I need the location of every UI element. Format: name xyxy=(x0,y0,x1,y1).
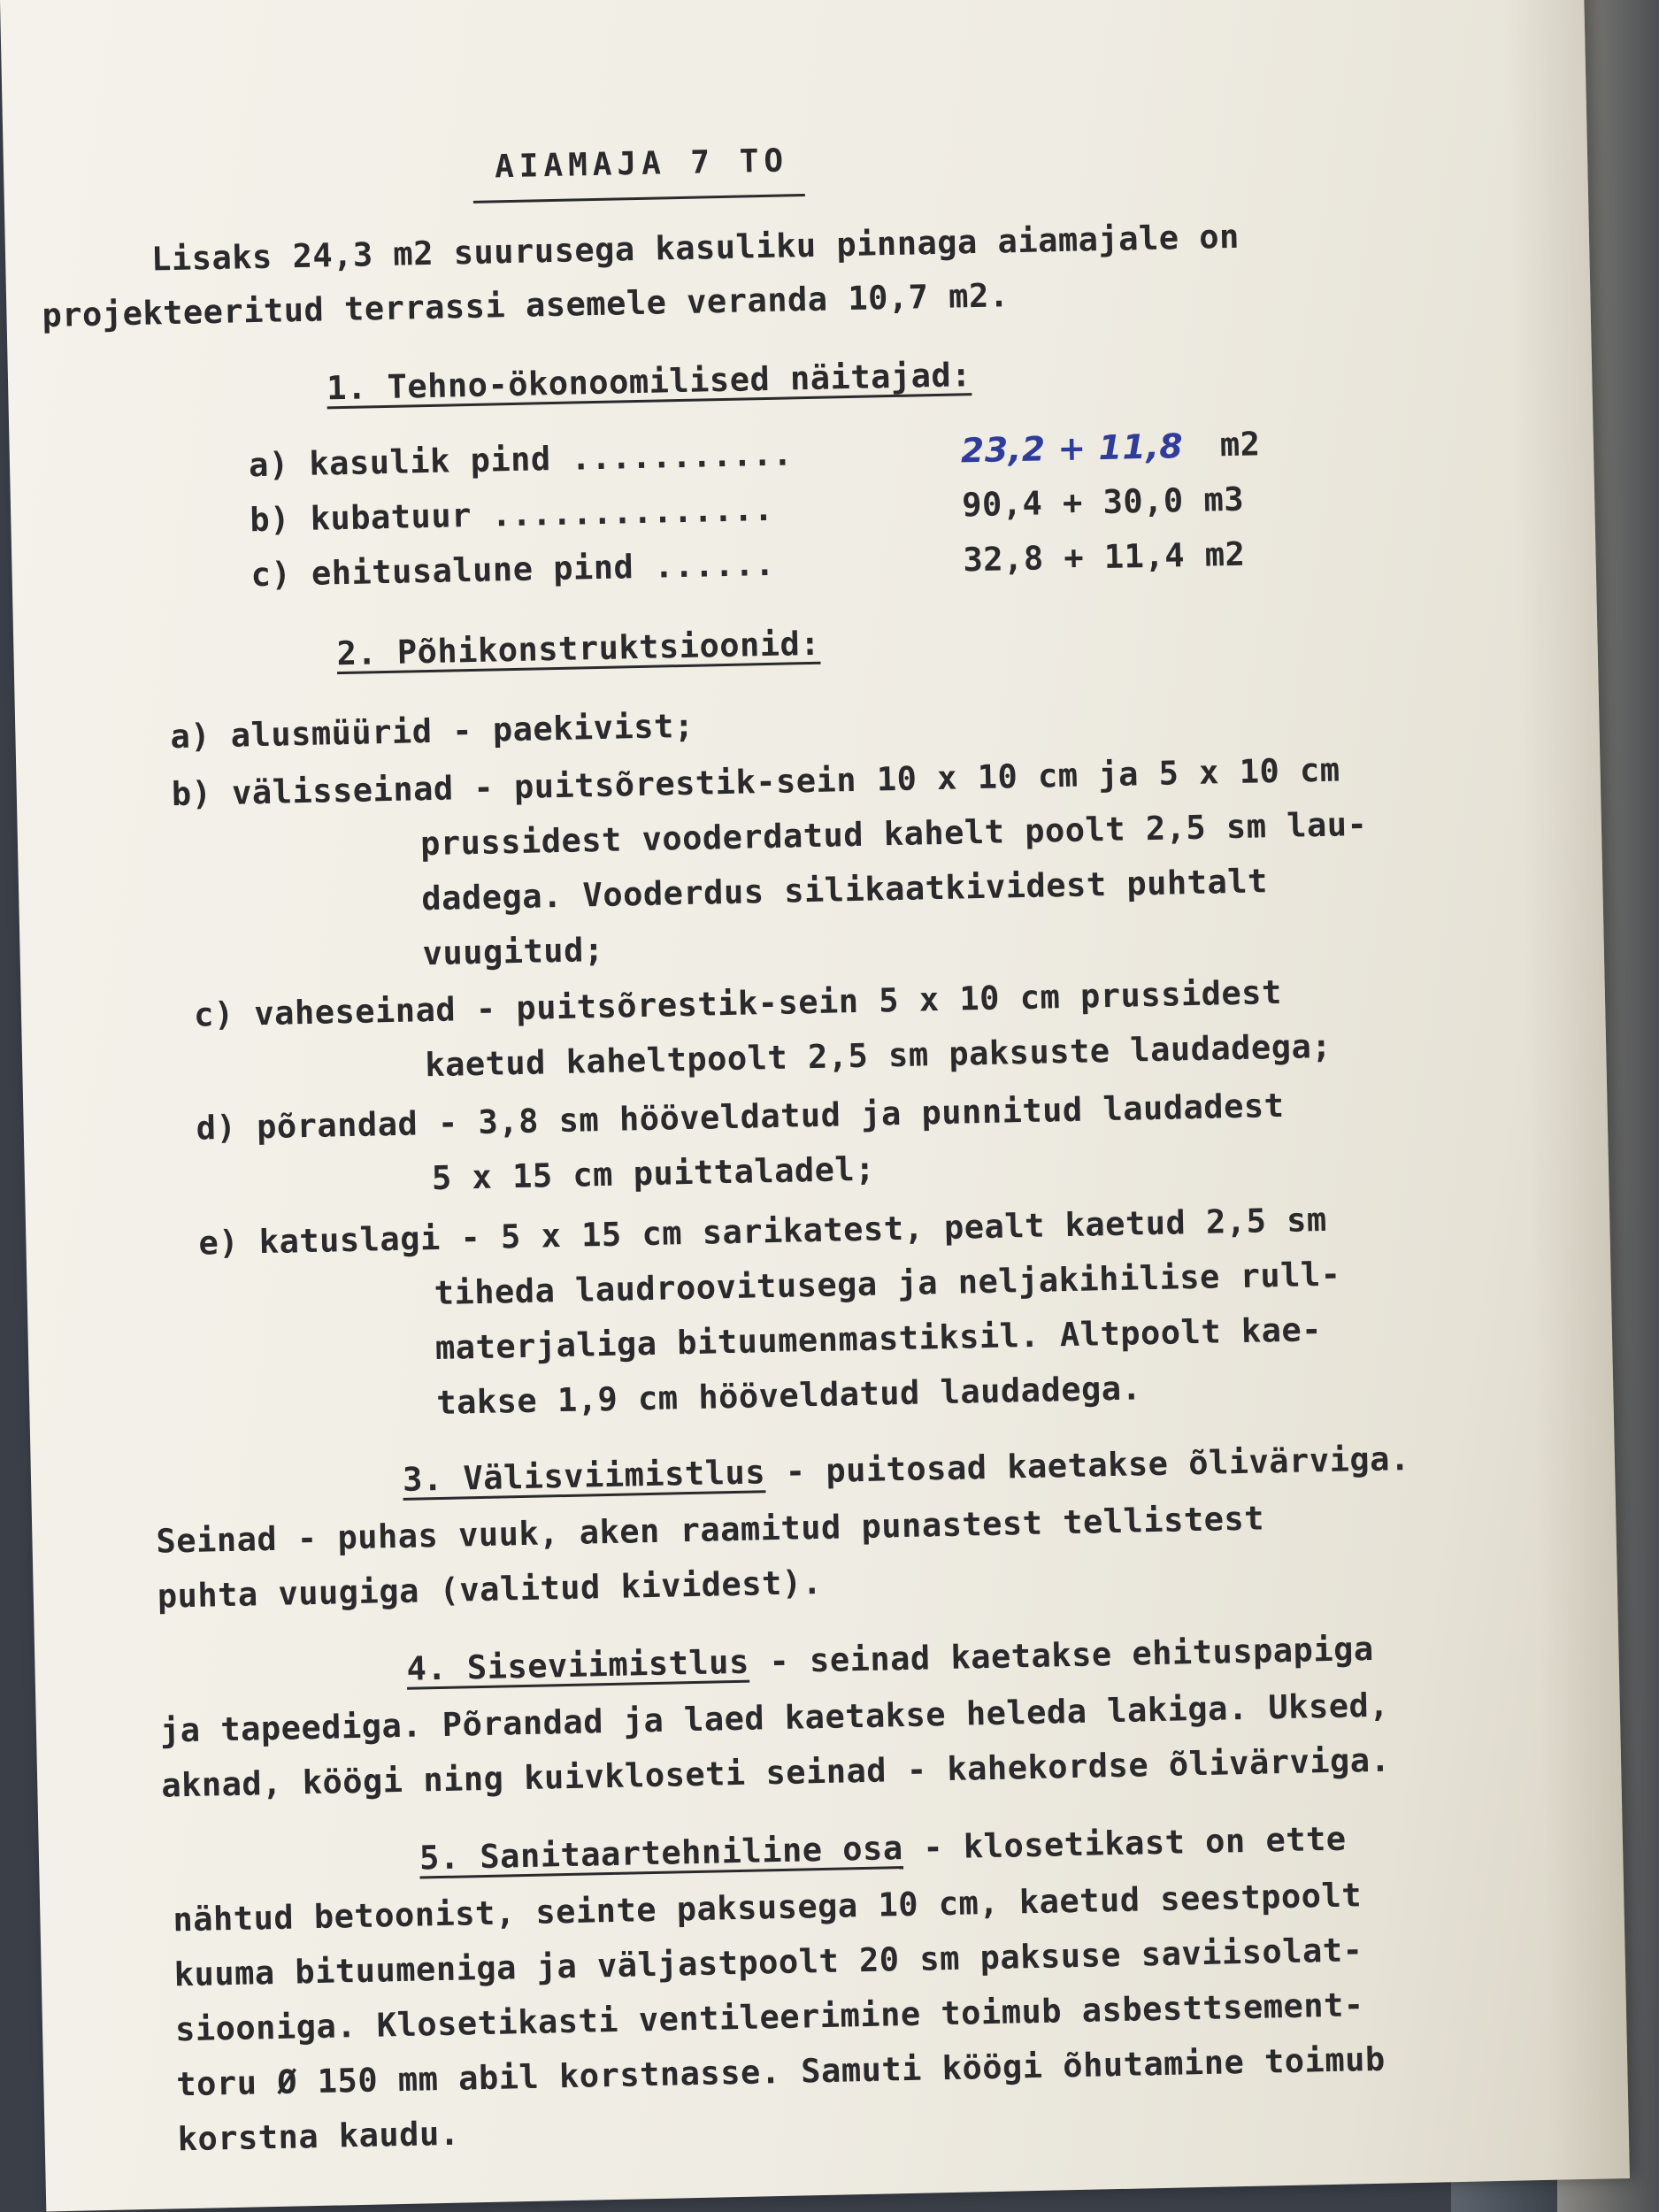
s1-row-c-label: c) ehitusalune pind ...... xyxy=(250,544,776,595)
s2-line-b-2: prussidest vooderdatud kahelt poolt 2,5 sm lau- xyxy=(419,804,1368,864)
section-4-line-3: aknad, köögi ning kuivkloseti seinad - kahekordse õlivärviga. xyxy=(160,1740,1391,1805)
section-5-line-6: korstna kaudu. xyxy=(177,2114,460,2159)
s1-row-a-handwritten-value: 23,2 + 11,8 xyxy=(960,426,1184,471)
s2-line-e: e) katuslagi - 5 x 15 cm sarikatest, pealt kaetud 2,5 sm xyxy=(198,1200,1328,1263)
section-3-line-1 xyxy=(403,1440,1410,1499)
s2-line-d-2: 5 x 15 cm puittaladel; xyxy=(431,1149,876,1198)
section-3-line-2: Seinad - puhas vuuk, aken raamitud punastest tellistest xyxy=(156,1499,1265,1561)
section-5-heading: 5. Sanitaartehniline osa xyxy=(419,1829,904,1878)
section-5-line-2: nähtud betoonist, seinte paksusega 10 cm, kaetud seestpoolt xyxy=(173,1876,1363,1939)
section-4-line-2: ja tapeediga. Põrandad ja laed kaetakse heleda lakiga. Uksed, xyxy=(159,1686,1390,1750)
section-4-line-1-text: - seinad kaetakse ehituspapiga xyxy=(749,1629,1375,1681)
s2-line-b-3: dadega. Vooderdus silikaatkividest puhtalt xyxy=(420,862,1269,918)
section-5-line-5: toru Ø 150 mm abil korstnasse. Samuti köögi õhutamine toimub xyxy=(175,2039,1386,2104)
section-4-line-1 xyxy=(406,1630,1374,1688)
intro-line-1: Lisaks 24,3 m2 suurusega kasuliku pinnaga aiamajale on xyxy=(150,217,1240,279)
section-4-heading: 4. Siseviimistlus xyxy=(406,1642,750,1688)
s1-row-b-value: 90,4 + 30,0 m3 xyxy=(961,480,1245,525)
s1-row-a-unit: m2 xyxy=(1219,425,1261,465)
section-3-heading: 3. Välisviimistlus xyxy=(402,1453,766,1499)
s1-row-c-value: 32,8 + 11,4 m2 xyxy=(963,534,1246,580)
section-5-line-1 xyxy=(419,1820,1347,1878)
s2-line-c-2: kaetud kaheltpoolt 2,5 sm paksuste laudadega; xyxy=(424,1026,1333,1085)
s1-row-a-label: a) kasulik pind ........... xyxy=(248,434,794,485)
s2-line-e-4: takse 1,9 cm hööveldatud laudadega. xyxy=(435,1369,1142,1423)
section-3-line-1-text: - puitosad kaetakse õlivärviga. xyxy=(764,1439,1411,1492)
s2-line-d: d) põrandad - 3,8 sm hööveldatud ja punnitud laudadest xyxy=(196,1086,1285,1148)
title-underline xyxy=(473,194,805,204)
s1-row-b-label: b) kubatuur .............. xyxy=(249,489,774,540)
section-2-heading: 2. Põhikonstruktsioonid: xyxy=(336,624,821,673)
section-1-heading: 1. Tehno-ökonoomilised näitajad: xyxy=(326,356,972,408)
section-5-line-4: siooniga. Klosetikasti ventileerimine toimub asbesttsement- xyxy=(174,1985,1365,2049)
intro-line-2: projekteeritud terrassi asemele veranda 10,7 m2. xyxy=(42,276,1010,335)
section-5-line-1-text: - klosetikast on ette xyxy=(902,1819,1348,1868)
s2-line-e-3: materjaliga bituumenmastiksil. Altpoolt kae- xyxy=(434,1310,1323,1368)
s2-line-a: a) alusmüürid - paekivist; xyxy=(170,706,695,757)
s2-line-b-4: vuugitud; xyxy=(422,930,605,973)
s2-line-e-2: tiheda laudroovitusega ja neljakihilise rull- xyxy=(434,1255,1341,1313)
section-3-line-3: puhta vuugiga (valitud kividest). xyxy=(157,1563,823,1616)
page-title: AIAMAJA 7 TO xyxy=(494,142,789,186)
s2-line-b: b) välisseinad - puitsõrestik-sein 10 x 10 cm ja 5 x 10 cm xyxy=(171,750,1341,814)
section-5-line-3: kuuma bituumeniga ja väljastpoolt 20 sm paksuse saviisolat- xyxy=(173,1931,1363,1994)
s2-line-c: c) vaheseinad - puitsõrestik-sein 5 x 10 cm prussidest xyxy=(193,972,1283,1034)
